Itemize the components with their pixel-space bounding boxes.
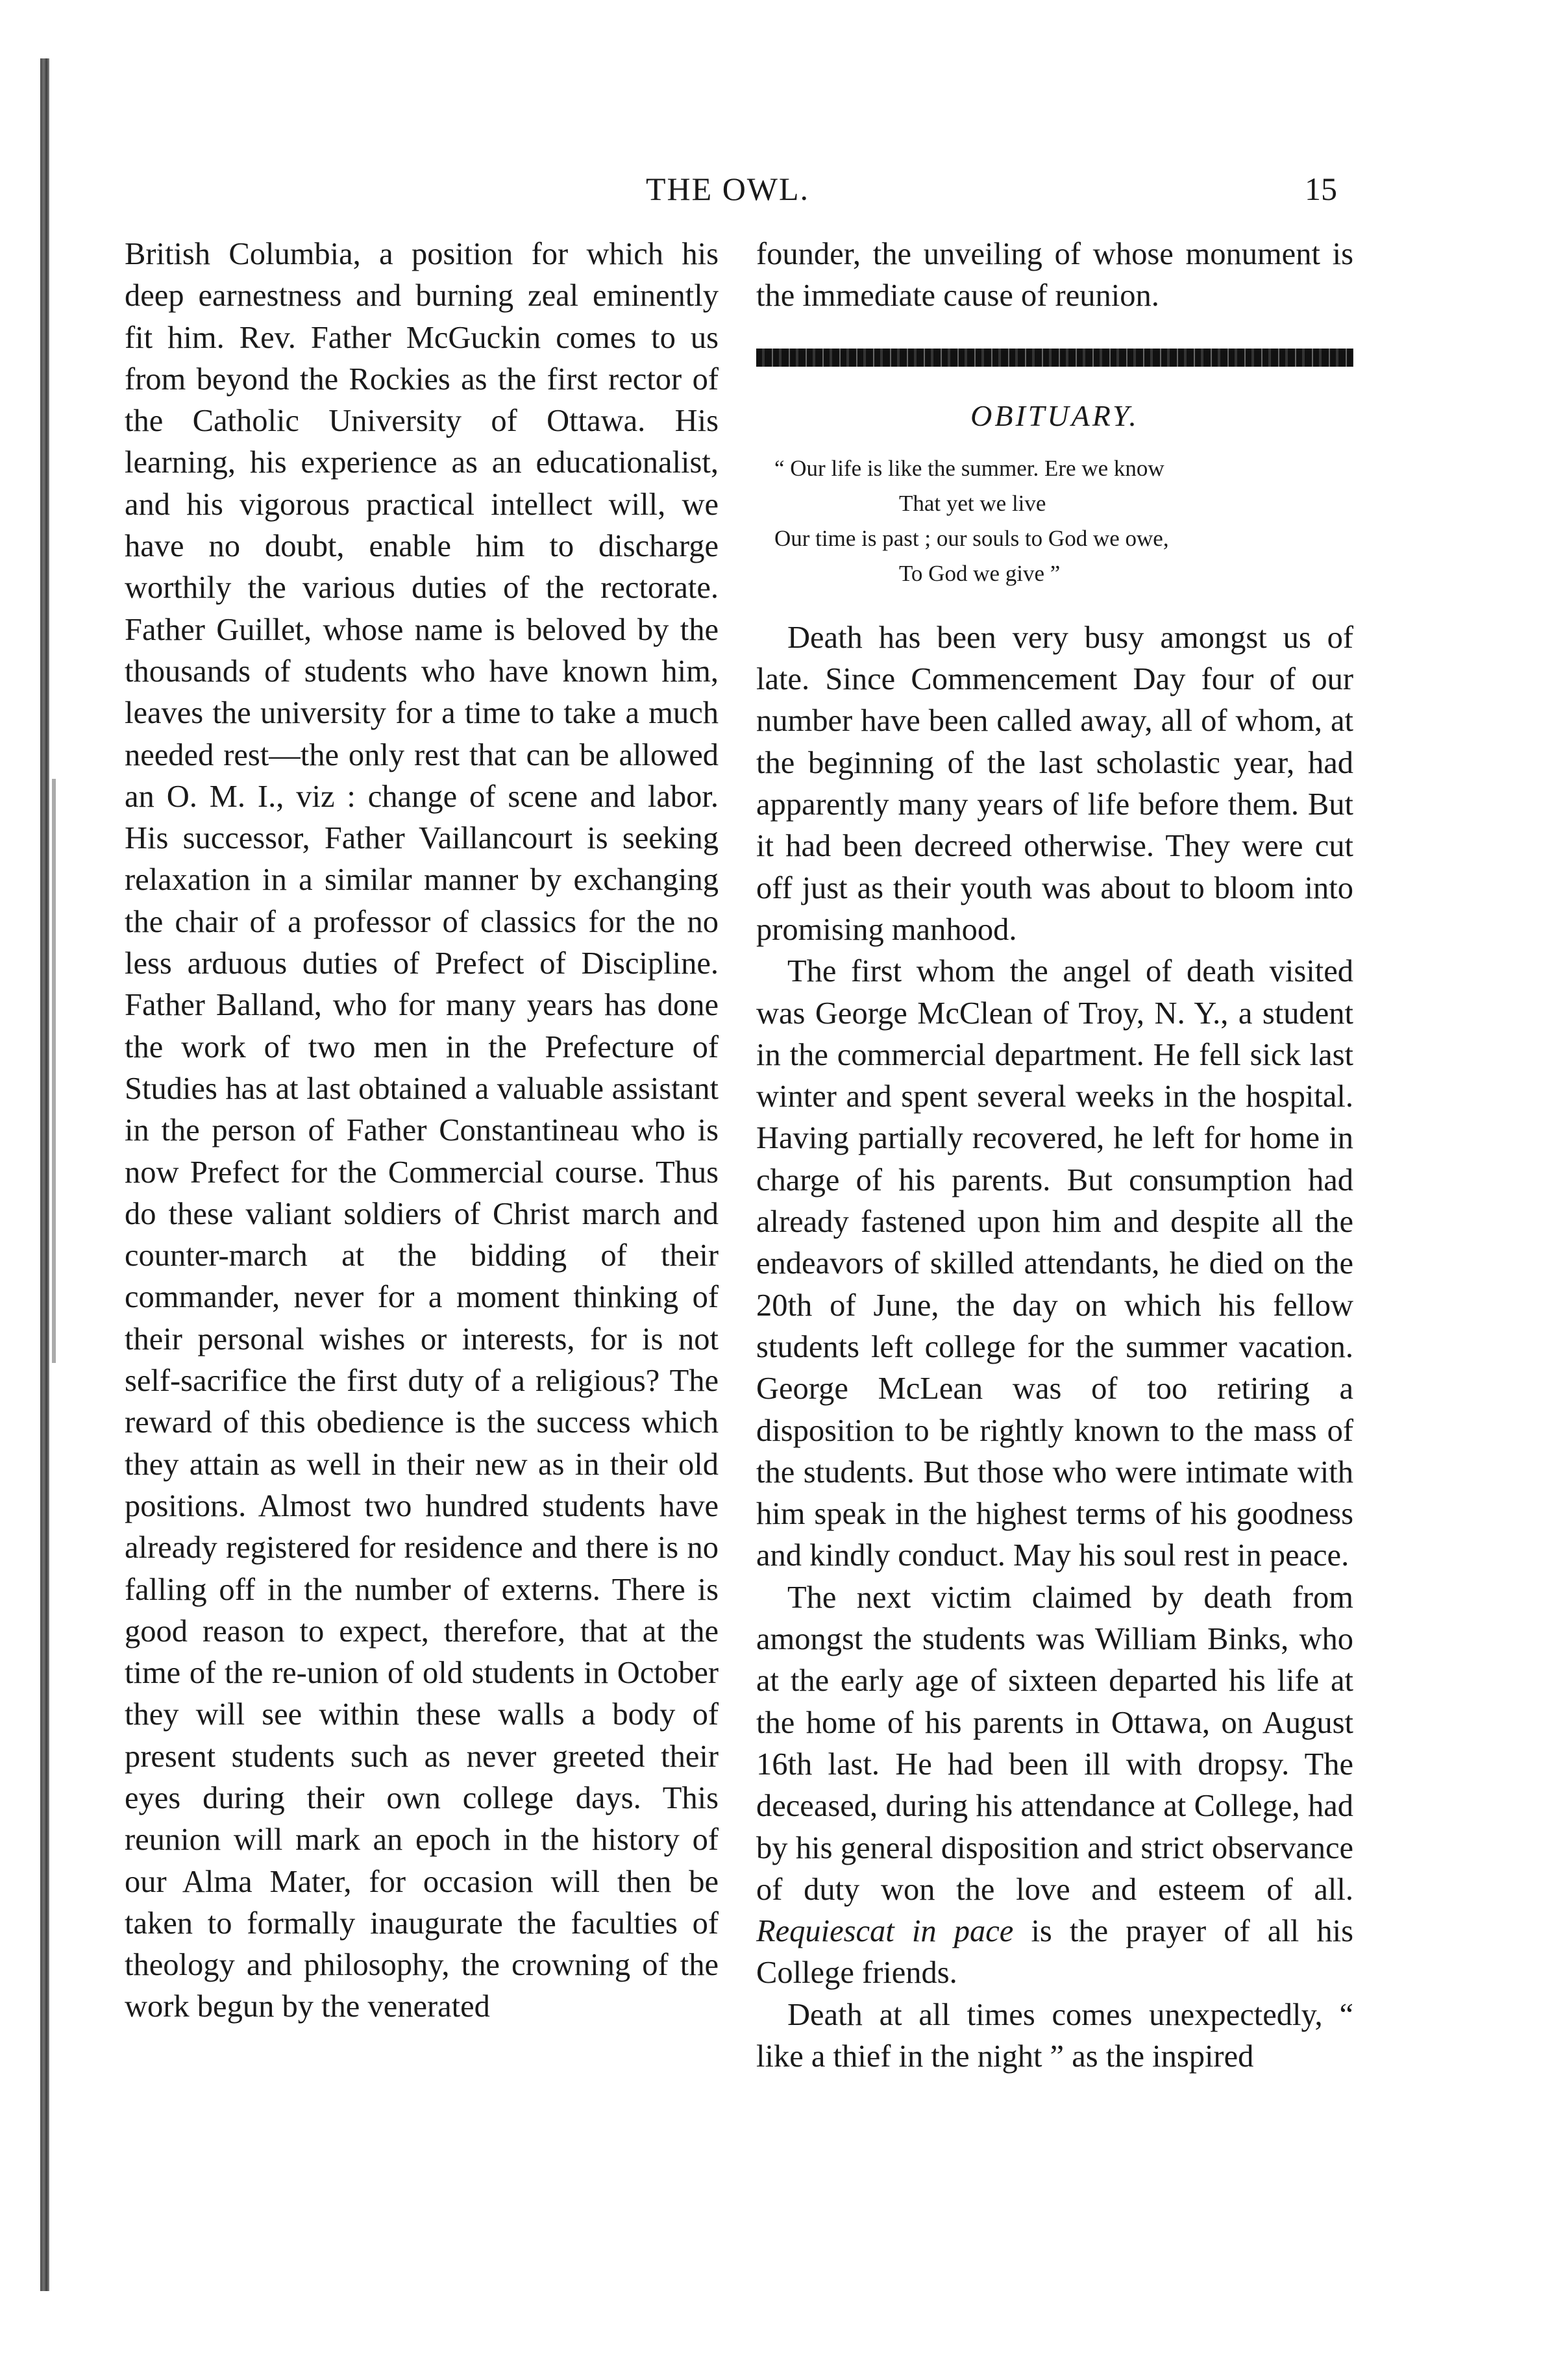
page-number: 15 <box>1305 171 1337 207</box>
obituary-paragraph-1: Death has been very busy amongst us of late. Since Commencement Day four of our number have been called away, all of whom, at the beginning of the last scholastic year, had apparently many years of life before them. But it had been decreed otherwise. They were cut off just as their youth was about to bloom into promising manhood. <box>756 620 1353 947</box>
epigraph-line-3: Our time is past ; our souls to God we owe, <box>774 525 1169 551</box>
left-column <box>125 234 719 2028</box>
paragraph-3-text: The next victim claimed by death from amongst the students was William Binks, who at the early age of sixteen departed his life at the home of his parents in Ottawa, on August 16th last. He had been ill with dropsy. The deceased, during his attendance at College, had by his general disposition and strict observance of duty won the love and esteem of all. <box>756 1580 1353 1907</box>
paragraph-3-ending: is the prayer of all his College friends. <box>756 1914 1353 1991</box>
obituary-heading: OBITUARY. <box>970 399 1139 432</box>
obituary-paragraph-3 <box>756 1577 1353 1994</box>
section-rule <box>756 349 1353 367</box>
running-head <box>0 170 1552 209</box>
continuation-paragraph: founder, the unveiling of whose monument is the immediate cause of reunion. <box>756 237 1353 313</box>
obituary-paragraph-2: The first whom the angel of death visited was George McClean of Troy, N. Y., a student in the commercial department. He fell sick last winter and spent several weeks in the hospital. Having partially recovered, he left for home in charge of his parents. But consumption had already fastened upon him and despite all the endeavors of skilled attendants, he died on the 20th of June, the day on which his fellow students left college for the summer vacation. George McLean was of too retiring a disposition to be rightly known to the mass of the students. But those who were intimate with him speak in the highest terms of his goodness and kindly conduct. May his soul rest in peace. <box>756 954 1353 1573</box>
left-column-paragraph: British Columbia, a position for which his deep earnestness and burning zeal eminently fit him. Rev. Father McGuckin comes to us from beyond the Rockies as the first rector of the Catholic University of Ottawa. His learning, his experience as an educationalist, and his vigorous practical intellect will, we have no doubt, enable him to discharge worthily the various duties of the rectorate. Father Guillet, whose name is beloved by the thousands of students who have known him, leaves the university for a time to take a much needed rest—the only rest that can be allowed an O. M. I., viz : change of scene and labor. His successor, Father Vaillancourt is seeking relaxation in a similar manner by exchanging the chair of a professor of classics for the no less arduous duties of Prefect of Discipline. Father Balland, who for many years has done the work of two men in the Prefecture of Studies has at last obtained a valuable assistant in the person of Father Constantineau who is now Prefect for the Commercial course. Thus do these valiant soldiers of Christ march and counter-march at the bidding of their commander, never for a moment thinking of their personal wishes or interests, for is not self-sacrifice the first duty of a religious? The reward of this obedience is the success which they attain as well in their new as in their old positions. Almost two hundred students have already registered for residence and there is no falling off in the number of externs. There is good reason to expect, therefore, that at the time of the re-union of old students in October they will see within these walls a body of present students such as never greeted their eyes during their own college days. This reunion will mark an epoch in the history of our Alma Mater, for occasion will then be taken to formally inaugurate the faculties of theology and philosophy, the crowning of the work begun by the venerated <box>125 237 719 2024</box>
obituary-paragraph-4: Death at all times comes unexpectedly, “ like a thief in the night ” as the inspired <box>756 1997 1353 2074</box>
latin-phrase: Requiescat in pace <box>756 1914 1014 1949</box>
running-title: THE OWL. <box>646 171 810 207</box>
epigraph-line-4: To God we give ” <box>899 560 1061 586</box>
binding-shadow <box>52 779 56 1363</box>
binding-edge <box>40 58 49 2291</box>
epigraph-line-2: That yet we live <box>899 490 1046 516</box>
right-column <box>756 234 1353 2078</box>
epigraph <box>756 451 1353 591</box>
epigraph-line-1: “ Our life is like the summer. Ere we know <box>774 455 1164 481</box>
